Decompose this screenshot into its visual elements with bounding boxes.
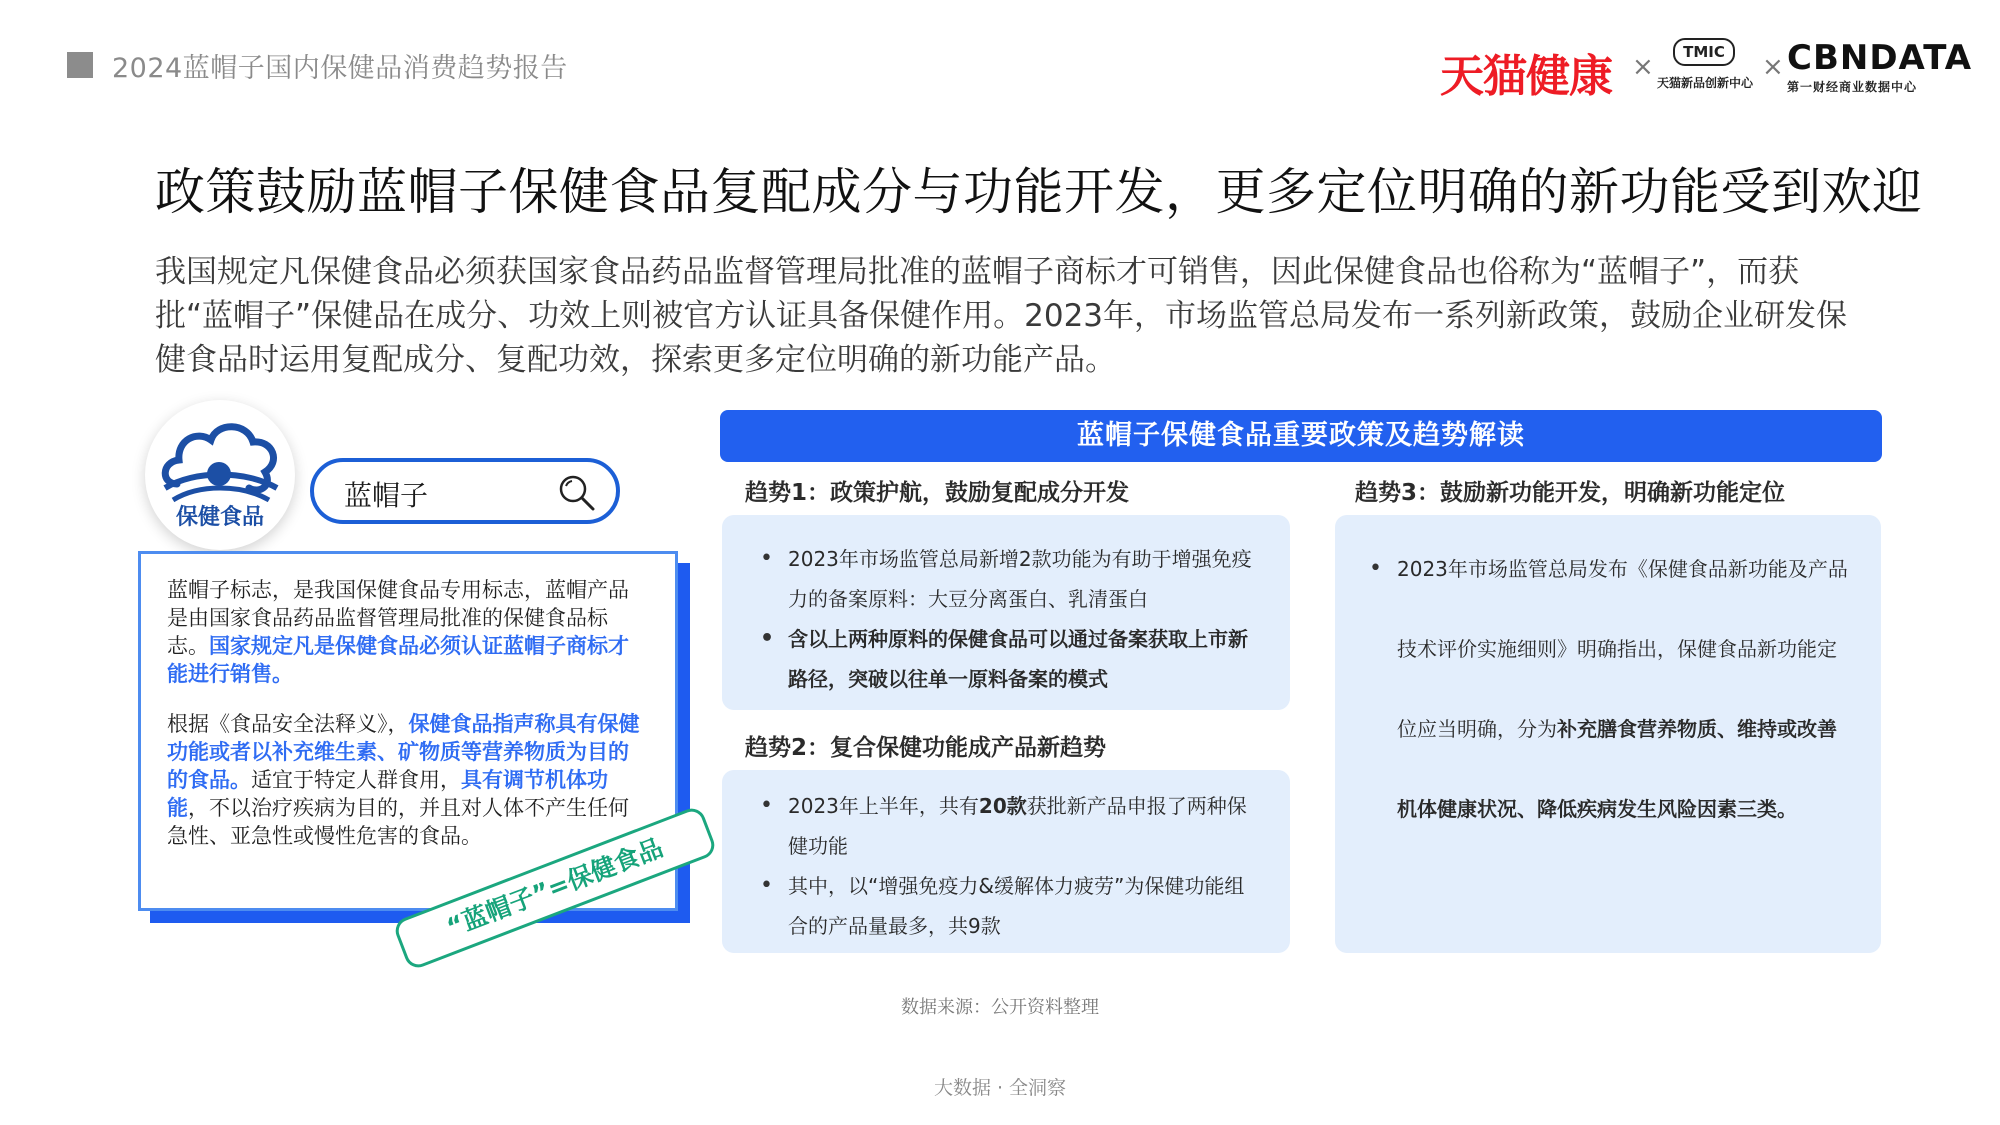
report-title: 2024蓝帽子国内保健品消费趋势报告	[112, 53, 568, 84]
definition-highlight: 保健食品指声称具有保健功能或者以补充维生素、矿物质等营养物质为目的的食品。	[167, 712, 640, 792]
cbndata-logo	[1787, 38, 1973, 94]
definition-paragraph-1	[167, 576, 649, 688]
blue-hat-logo-label: 保健食品	[175, 505, 264, 530]
trend1-bullet-2: • 含以上两种原料的保健食品可以通过备案获取上市新路径，突破以往单一原料备案的模式	[756, 619, 1264, 699]
trend2-bullet-1-count: 20款	[978, 794, 1027, 818]
trend2-card	[722, 770, 1290, 953]
intro-paragraph: 我国规定凡保健食品必须获国家食品药品监督管理局批准的蓝帽子商标才可销售，因此保健食品也俗称为“蓝帽子”，而获批“蓝帽子”保健品在成分、功效上则被官方认证具备保健作用。2023年，市场监管总局发布一系列新政策，鼓励企业研发保健食品时运用复配成分、复配功效，探索更多定位明确的新功能产品。	[155, 254, 1848, 378]
tmall-health-logo: 天猫健康	[1440, 51, 1612, 102]
tmic-logo	[1655, 38, 1755, 92]
trend1-bullet-1: • 2023年市场监管总局新增2款功能为有助于增强免疫力的备案原料：大豆分离蛋白、乳清蛋白	[756, 539, 1264, 619]
trend3-bullet	[1365, 529, 1851, 849]
trend3-title: 趋势3：鼓励新功能开发，明确新功能定位	[1355, 480, 1786, 506]
data-source: 数据来源：公开资料整理	[901, 997, 1099, 1018]
search-icon[interactable]	[556, 472, 596, 512]
policy-header: 蓝帽子保健食品重要政策及趋势解读	[720, 410, 1882, 462]
definition-highlight: 具有调节机体功能	[167, 768, 608, 820]
times-icon: ×	[1762, 52, 1784, 82]
trend2-bullet-1-text: 2023年上半年，共有	[788, 794, 979, 818]
search-box[interactable]	[310, 458, 620, 524]
trend2-bullet-1-text: 获批新产品申报了两种保健功能	[788, 794, 1247, 858]
footer-slogan: 大数据 · 全洞察	[933, 1077, 1067, 1099]
tmic-logo-mark: TMIC	[1673, 38, 1735, 66]
definition-paragraph-2	[167, 710, 649, 850]
tmic-logo-sub: 天猫新品创新中心	[1656, 76, 1753, 90]
cbndata-logo-mark: CBNDATA	[1787, 38, 1973, 78]
header-square-icon	[67, 52, 93, 78]
trend2-bullet-1	[756, 786, 1264, 866]
definition-text: 适宜于特定人群食用，	[251, 768, 461, 792]
blue-hat-stamp: “蓝帽子”=保健食品	[392, 805, 719, 972]
definition-text: ，不以治疗疾病为目的，并且对人体不产生任何急性、亚急性或慢性危害的食品。	[167, 796, 629, 848]
trend3-bullet-highlight: 补充膳食营养物质、维持或改善机体健康状况、降低疾病发生风险因素三类。	[1397, 717, 1837, 821]
trend2-title: 趋势2：复合保健功能成产品新趋势	[745, 735, 1107, 761]
times-icon: ×	[1632, 52, 1654, 82]
trend3-card	[1335, 515, 1881, 953]
search-text: 蓝帽子	[344, 479, 429, 512]
trend2-bullet-2: • 其中，以“增强免疫力&缓解体力疲劳”为保健功能组合的产品量最多，共9款	[756, 866, 1264, 946]
trend1-card	[722, 515, 1290, 710]
definition-text: 蓝帽子标志，是我国保健食品专用标志，蓝帽产品是由国家食品药品监督管理局批准的保健食品标志。	[167, 578, 629, 658]
page-title: 政策鼓励蓝帽子保健食品复配成分与功能开发，更多定位明确的新功能受到欢迎	[155, 163, 1923, 221]
trend3-bullet-text: 2023年市场监管总局发布《保健食品新功能及产品技术评价实施细则》明确指出，保健食品新功能定位应当明确，分为	[1397, 557, 1848, 741]
trend1-title: 趋势1：政策护航，鼓励复配成分开发	[745, 480, 1130, 506]
definition-text: 根据《食品安全法释义》，	[167, 712, 409, 736]
definition-highlight: 国家规定凡是保健食品必须认证蓝帽子商标才能进行销售。	[167, 634, 629, 686]
blue-hat-icon	[155, 414, 285, 509]
blue-hat-logo	[145, 400, 295, 550]
cbndata-logo-sub: 第一财经商业数据中心	[1787, 80, 1918, 94]
